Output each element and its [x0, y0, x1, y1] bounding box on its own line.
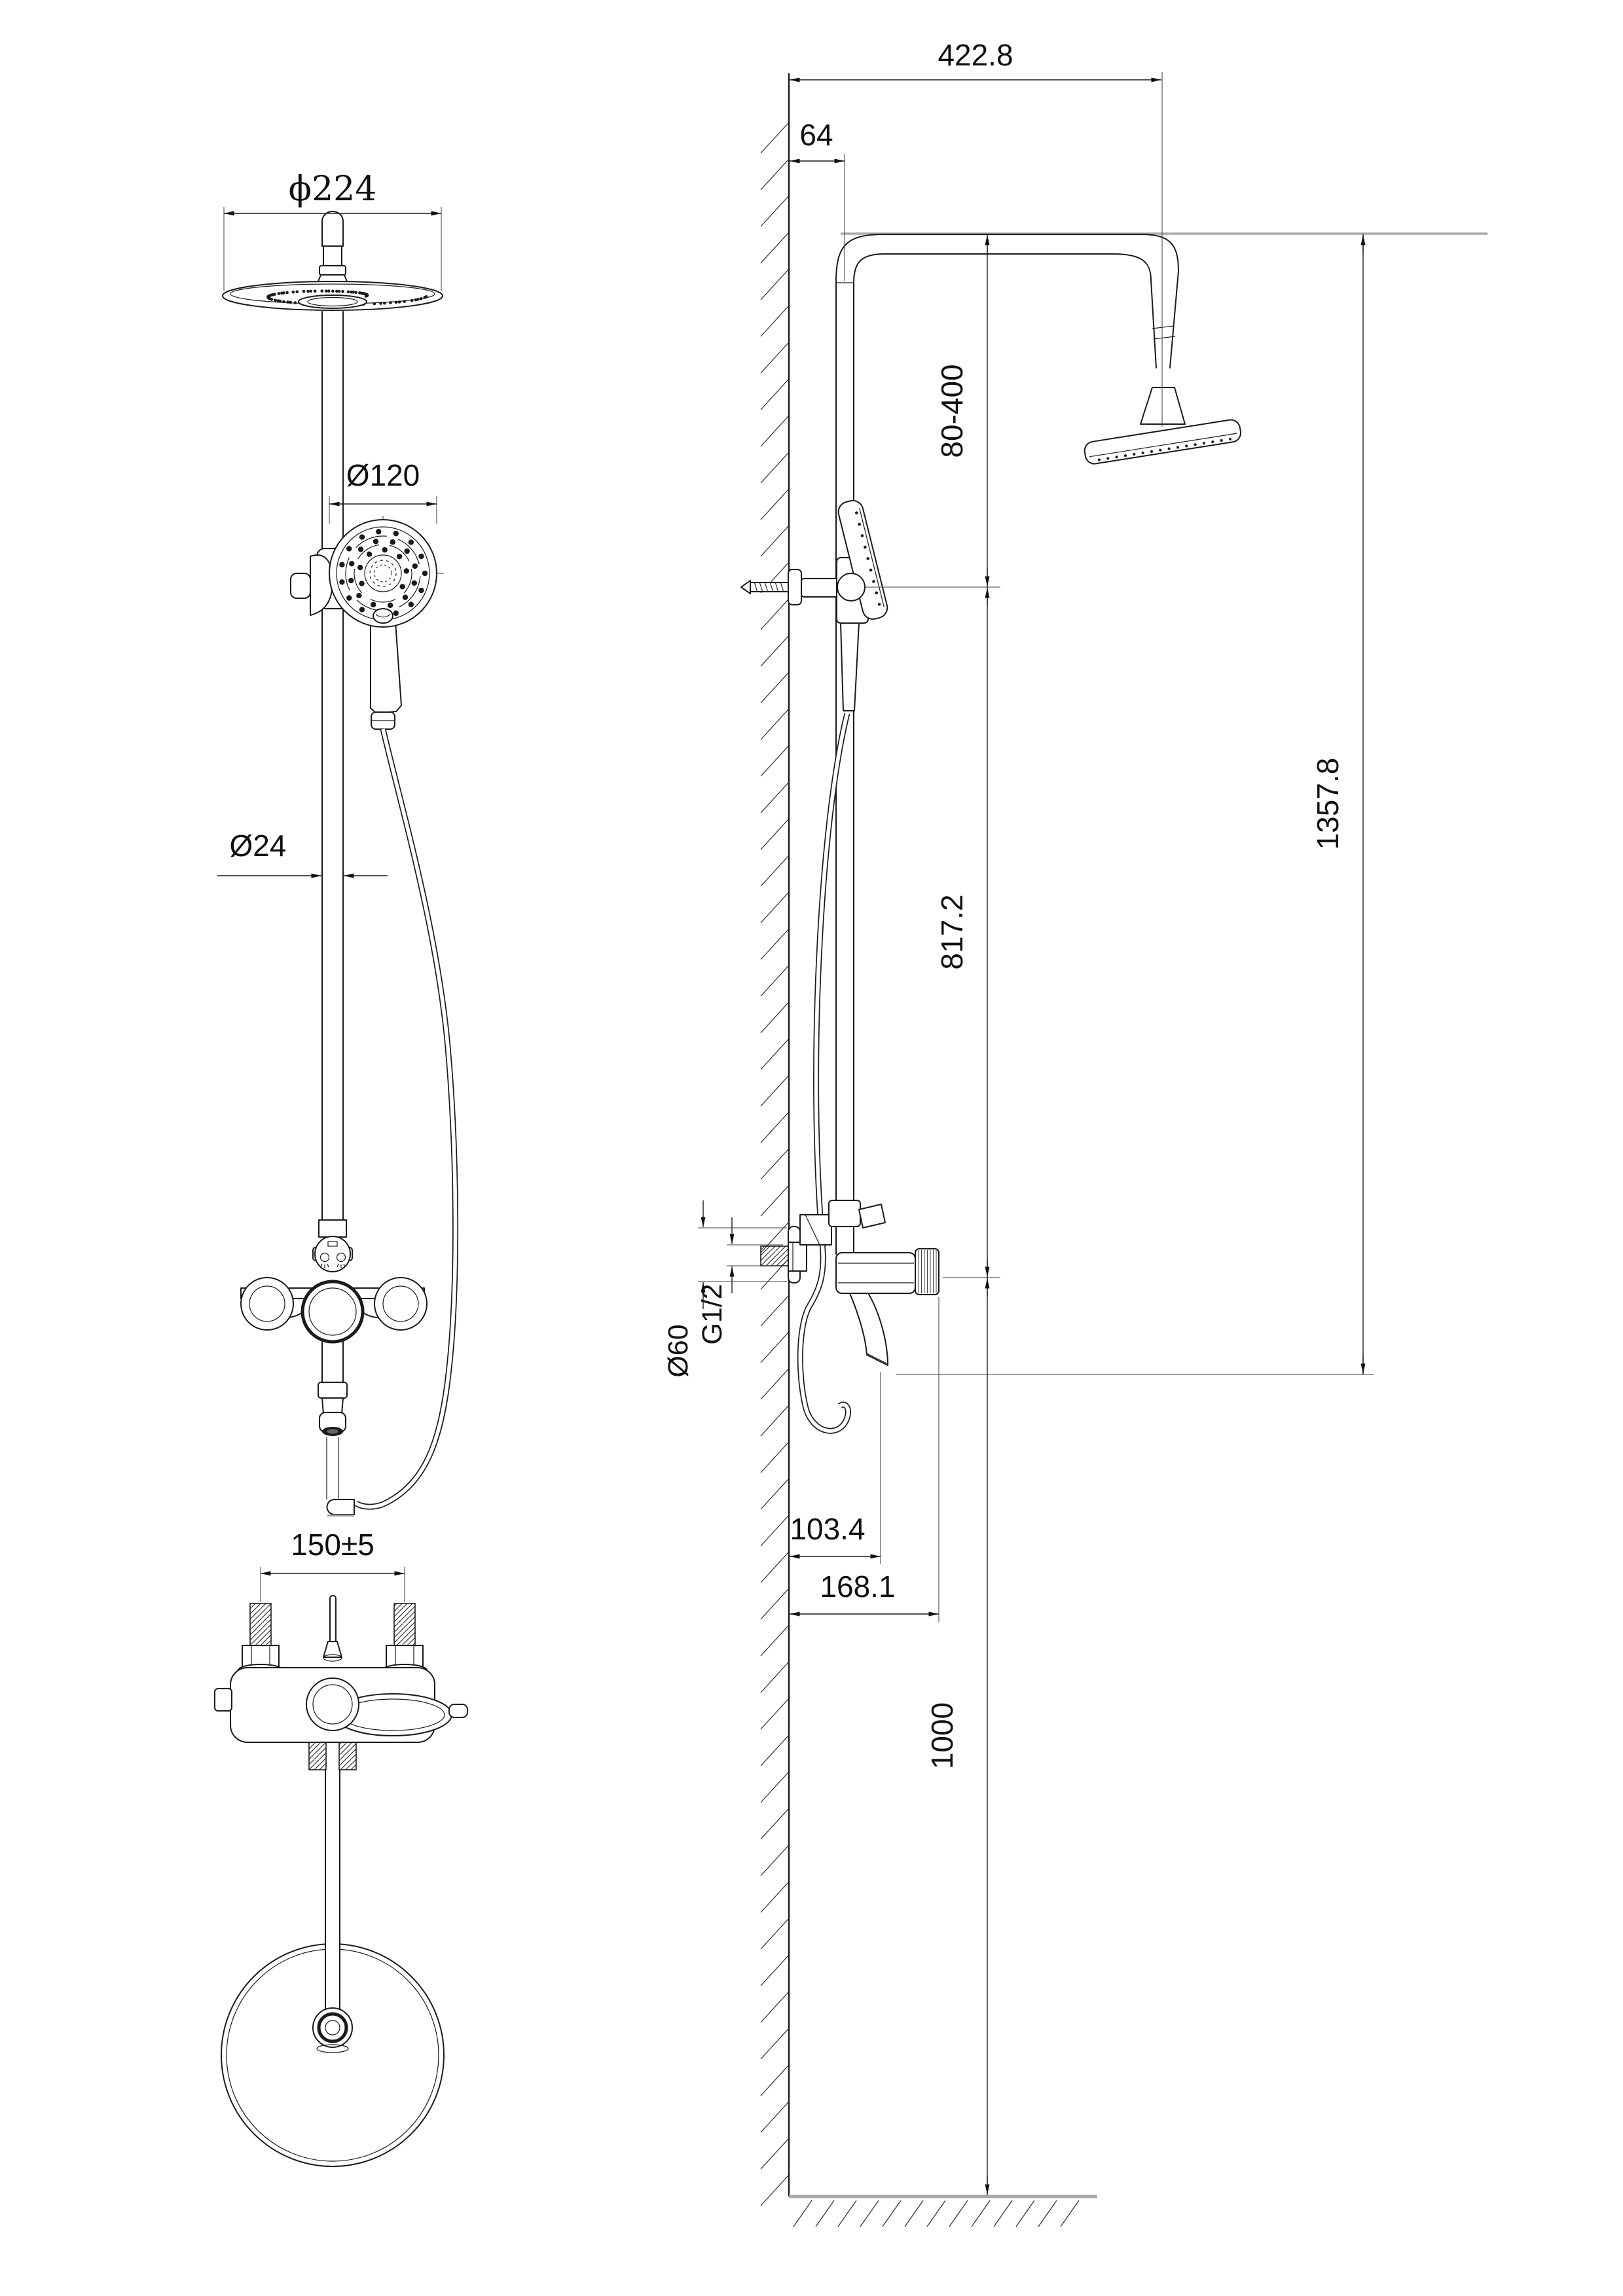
dimension-label-rail-height: 817.2 [935, 894, 969, 970]
left-escutcheon [241, 1278, 293, 1330]
dimension-label-inlet-thread: G1/2 [697, 1283, 728, 1345]
faucet-body-side [836, 1253, 915, 1293]
shower-hose-side [800, 713, 848, 1431]
mixer-faucet [241, 1220, 427, 1436]
dimension-rail-diameter [217, 829, 388, 876]
dimension-label-rail-diameter: Ø24 [229, 829, 287, 863]
dimension-label-spout-projection: 103.4 [790, 1512, 866, 1546]
hand-shower [291, 516, 444, 729]
front-view [215, 170, 467, 2166]
dimension-label-holder-range: 80-400 [935, 364, 969, 458]
dimension-overall-height [1311, 234, 1363, 1374]
side-faucet [761, 1200, 939, 1365]
dimension-label-install-height: 1000 [925, 1702, 959, 1770]
dimension-body-projection [790, 1297, 939, 1622]
dimension-arm-reach [790, 38, 1162, 427]
inlet-thread-side [761, 1246, 788, 1266]
dimension-chain [925, 234, 987, 2195]
side-riser-pipe [836, 234, 1242, 1254]
dimension-label-escutcheon-diameter: Ø60 [663, 1324, 694, 1378]
dimension-label-inlet-spacing: 150±5 [291, 1528, 374, 1562]
dimension-inlet-spacing [261, 1528, 405, 1602]
dimension-hand-shower-diameter [329, 458, 437, 524]
floor-hatching [793, 2200, 1079, 2227]
left-inlet-thread [250, 1604, 271, 1647]
floor-section [789, 2197, 1097, 2227]
dimension-label-arm-reach: 422.8 [938, 38, 1013, 72]
wall-section [761, 73, 789, 2206]
hose-end-fitting [327, 1499, 355, 1515]
overhead-shower-side-view [1084, 418, 1242, 465]
dimension-label-body-projection: 168.1 [820, 1570, 896, 1604]
side-view [663, 38, 1487, 2227]
mode-button [373, 609, 393, 623]
holder-pivot-ball [837, 573, 865, 601]
bracket-wall-plate [788, 569, 801, 605]
shower-rail [322, 312, 343, 1220]
mixer-lever [330, 1596, 336, 1644]
overhead-shower [223, 211, 443, 310]
hand-shower-handle [371, 622, 401, 713]
right-inlet-thread [394, 1604, 415, 1647]
dimension-label-overall-height: 1357.8 [1311, 757, 1345, 850]
dimension-label-wall-offset: 64 [799, 118, 833, 152]
bracket-knob [291, 573, 310, 598]
bottom-view [215, 1528, 467, 2166]
check-valve [859, 1204, 885, 1228]
wall-hatching [761, 123, 788, 2206]
hand-shower-handle-side [841, 623, 859, 711]
tee-fitting [829, 1200, 860, 1227]
overhead-shower-top-view [221, 1770, 444, 2166]
cartridge-ring [302, 1282, 363, 1342]
dimension-inlet-thread [697, 1217, 783, 1345]
dimension-label-head-diameter: ϕ224 [288, 170, 377, 209]
side-hand-shower-holder [741, 499, 890, 711]
right-escutcheon [374, 1278, 427, 1330]
dimension-label-hand-shower-diameter: Ø120 [346, 458, 420, 492]
dimension-wall-offset [790, 118, 845, 281]
